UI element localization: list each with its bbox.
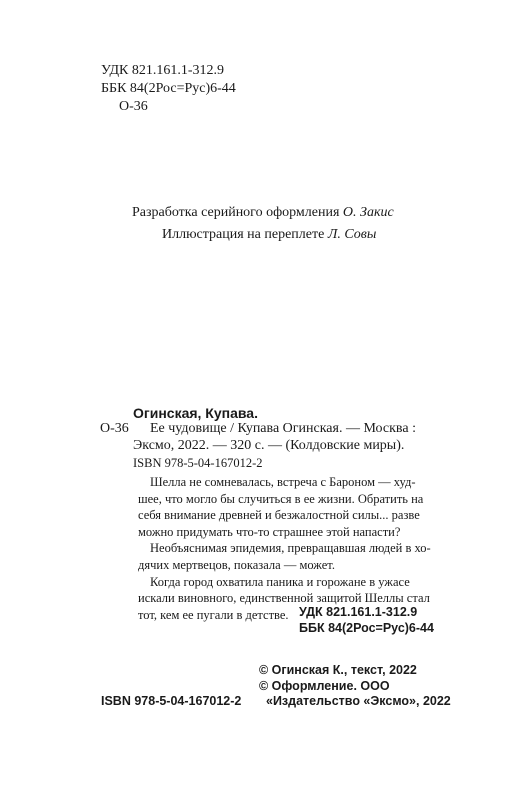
catalog-isbn: ISBN 978-5-04-167012-2 <box>133 456 263 470</box>
header-code: О-36 <box>119 99 148 114</box>
illustration-credit-label: Иллюстрация на переплете <box>162 227 325 242</box>
copyright-publisher: «Издательство «Эксмо», 2022 <box>266 694 451 708</box>
catalog-line-1: Ее чудовище / Купава Огинская. — Москва : <box>150 421 416 436</box>
copyright-text: © Огинская К., текст, 2022 <box>259 663 417 677</box>
copyright-design: © Оформление. ООО <box>259 679 390 693</box>
annotation-line: Шелла не сомневалась, встреча с Бароном — худ- <box>150 475 416 489</box>
bottom-udk: УДК 821.161.1-312.9 <box>299 605 418 619</box>
header-udk: УДК 821.161.1-312.9 <box>101 63 225 78</box>
design-credit-label: Разработка серийного оформления <box>132 205 340 220</box>
annotation-line: Необъяснимая эпидемия, превращавшая людей в хо- <box>150 541 431 556</box>
catalog-code: О-36 <box>100 421 129 436</box>
annotation-line: шее, что могло бы случиться в ее жизни. Обратить на <box>138 491 424 506</box>
annotation-line: можно придумать что-то страшнее этой напасти? <box>138 524 401 539</box>
illustration-credit-author: Л. Совы <box>327 227 377 242</box>
annotation-line: искали виновного, единственной защитой Шеллы стал <box>138 591 430 606</box>
annotation-line: себя внимание древней и безжалостной силы... разве <box>138 508 420 523</box>
annotation-line: дячих мертвецов, показала — может. <box>138 557 335 572</box>
design-credit <box>132 204 394 222</box>
bottom-isbn: ISBN 978-5-04-167012-2 <box>101 694 242 708</box>
bottom-bbk: ББК 84(2Рос=Рус)6-44 <box>299 621 434 635</box>
annotation <box>138 474 440 623</box>
header-bbk: ББК 84(2Рос=Рус)6-44 <box>101 81 236 96</box>
catalog-author: Огинская, Купава. <box>133 405 258 421</box>
design-credit-author: О. Закис <box>342 205 394 220</box>
catalog-line-2: Эксмо, 2022. — 320 с. — (Колдовские миры). <box>133 438 405 453</box>
annotation-line: Когда город охватила паника и горожане в ужасе <box>150 574 410 589</box>
annotation-line: тот, кем ее пугали в детстве. <box>138 607 289 622</box>
illustration-credit <box>162 226 376 244</box>
